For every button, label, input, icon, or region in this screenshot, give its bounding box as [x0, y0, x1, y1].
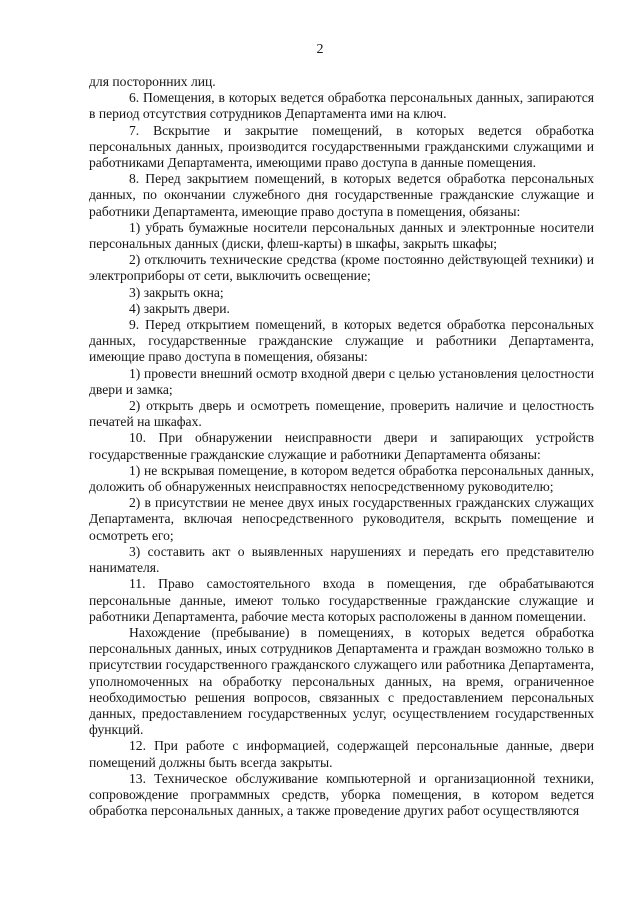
subitem-8-4: 4) закрыть двери. [129, 300, 230, 316]
page-number: 2 [316, 42, 324, 57]
subitem-9-1: 1) провести внешний осмотр входной двери с целью установления целостности двери и замка; [89, 365, 594, 397]
paragraph-item-11: 11. Право самостоятельного входа в помещения, где обрабатываются персональные данные, имеют только государственные гражданские служащие и работники Департамента, рабочие места которых расположены в данном помещении. [89, 576, 594, 624]
subitem-9-2: 2) открыть дверь и осмотреть помещение, проверить наличие и целостность печатей на шкафах. [89, 398, 594, 430]
subitem-8-1: 1) убрать бумажные носители персональных данных и электронные носители персональных данных (диски, флеш-карты) в шкафы, закрыть шкафы; [89, 219, 594, 252]
subitem-10-1: 1) не вскрывая помещение, в котором ведется обработка персональных данных, доложить об обнаруженных неисправностях непосредственному руководителю; [89, 462, 594, 495]
paragraph-item-10: 10. При обнаружении неисправности двери и запирающих устройств государственные гражданские служащие и работники Департамента обязаны: [89, 430, 594, 462]
paragraph-item-11-continued: Нахождение (пребывание) в помещениях, в которых ведется обработка персональных данных, иных сотрудников Департамента и граждан возможно только в присутствии государственного гражданского служащего или работника Департамента, уполномоченных на обработку персональных данных, на время, ограниченное необходимостью решения вопросов, связанных с предоставлением персональных данных, предоставлением государственных услуг, осуществлением государственных функций. [89, 624, 594, 738]
paragraph-item-6: 6. Помещения, в которых ведется обработка персональных данных, запираются в период отсутствия сотрудников Департамента ими на ключ. [89, 90, 594, 122]
subitem-10-3: 3) составить акт о выявленных нарушениях и передать его представителю нанимателя. [89, 543, 594, 576]
paragraph-item-13: 13. Техническое обслуживание компьютерной и организационной техники, сопровождение программных средств, уборка помещения, в котором ведется обработка персональных данных, а также проведение других работ осуществляются [89, 770, 594, 819]
paragraph-item-12: 12. При работе с информацией, содержащей персональные данные, двери помещений должны быть всегда закрыты. [89, 738, 594, 770]
paragraph-continuation: для посторонних лиц. [89, 74, 216, 89]
paragraph-item-9: 9. Перед открытием помещений, в которых ведется обработка персональных данных, государственные гражданские служащие и работники Департамента, имеющие право доступа в помещения, обязаны: [89, 317, 594, 365]
paragraph-item-7: 7. Вскрытие и закрытие помещений, в которых ведется обработка персональных данных, производится государственными гражданскими служащими и работниками Департамента, имеющими право доступа в данные помещения. [89, 122, 594, 171]
subitem-8-2: 2) отключить технические средства (кроме постоянно действующей техники) и электроприборы от сети, выключить освещение; [89, 252, 594, 284]
subitem-10-2: 2) в присутствии не менее двух иных государственных гражданских служащих Департамента, включая непосредственного руководителя, вскрыть помещение и осмотреть его; [89, 495, 594, 543]
paragraph-item-8: 8. Перед закрытием помещений, в которых ведется обработка персональных данных, по окончании служебного дня государственные гражданские служащие и работники Департамента, имеющие право доступа в помещения, обязаны: [89, 171, 594, 219]
subitem-8-3: 3) закрыть окна; [129, 284, 224, 300]
document-body [89, 74, 594, 819]
